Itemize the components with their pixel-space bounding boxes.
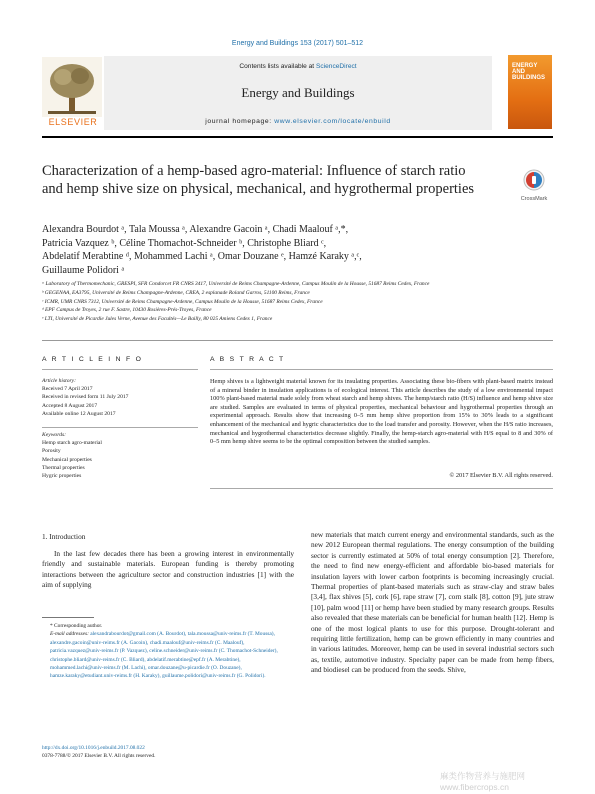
email-label: E-mail addresses: <box>50 631 89 638</box>
abstract-text: Hemp shives is a lightweight material known for its insulating properties. Associating these bio-fibers with plant-based matrix instead of a mineral binder in insulation applications is of ecological interest. This article describes the study of a low environmental impact 100% plant-based material made solely from wheat starch and hemp shives. The hemp/starch ratio (H/S) influence and hemp shive size are studied. Samples are evaluated in terms of physical properties, mechanical behaviour and hygrothermal properties through an experimental approach. Results show that increasing 0–5 mm hemp shive proportion from 15% to 30% leads to a significant enhancement of the mechanical and hygric characteristics due to the load transfer and porosity. However, when the H/S ratio increases, mechanical and hygrothermal characteristics decrease slightly. Finally, the hemp-starch agro-material with H/S equal to 8 and 30% of 0–5 mm hemp shive seems to be the optimal composition between the studied samples. <box>210 378 553 446</box>
section-heading-introduction: 1. Introduction <box>42 532 86 541</box>
keyword: Thermal properties <box>42 464 85 471</box>
abstract-bottom-rule <box>210 488 553 489</box>
author-list <box>42 223 512 277</box>
body-column-left <box>42 549 294 591</box>
contents-line <box>104 63 492 70</box>
doi-block <box>42 744 294 761</box>
body-column-right <box>311 530 554 676</box>
affiliation-c: ᶜ ICMR, UMR CNRS 7312, Université de Reims Champagne-Ardenne, Campus Moulin de la Housse, 51687 Reims Cedex, France <box>42 298 323 305</box>
affiliations <box>42 280 512 324</box>
keywords-block <box>42 431 202 480</box>
cover-title: ENERGY AND BUILDINGS <box>512 63 545 81</box>
homepage-prefix: journal homepage: <box>205 118 275 125</box>
authors-line-3[interactable]: Abdelatif Merabtine ᵈ, Mohammed Lachi ᵃ, Omar Douzane ᵉ, Hamzé Karaky ᵃ,ᶜ, <box>42 251 362 262</box>
elsevier-tree-logo <box>42 57 102 117</box>
intro-paragraph-1: In the last few decades there has been a growing interest in environmentally friendly and sustainable materials. European funding is thereby promoting interactions between the agriculture sector and construction industries [1] with the aim of supplying <box>42 549 294 590</box>
keyword: Hemp starch agro-material <box>42 440 102 447</box>
article-info-heading: A R T I C L E I N F O <box>42 356 143 363</box>
keyword: Mechanical properties <box>42 456 92 463</box>
keyword: Porosity <box>42 448 61 455</box>
intro-paragraph-2: new materials that match current energy and environmental standards, such as the new 2012 European thermal regulations. The energy consumption of the building sector is currently estimated at 50% of total energy consumption [2]. Therefore, the need to find new energy-efficient and affordable bio-based materials for insulation layers with lower carbon footprints is becoming increasingly crucial. Thermal properties of plant-based materials such as straw-clay and straw bales [3,4], flax shives [5], cork [6], rape straw [7], corn stalk [8], cotton [9], jute straw [10], palm wood [11] or hemp have been studied by many research groups. Results also revealed that these materials can be beneficial for human health [12]. Hemp is one of the most logical plants to use for this purpose. Drought-tolerant and requiring little fertilization, hemp can be grown efficiently in many countries and in various latitudes. Moreover, hemp can be used in several industrial sectors such as, textile, automotive industry. Specialty paper can be made from hemp fibers, and biodiesel can be produced from the seeds. Shive, <box>311 530 554 675</box>
affiliation-a: ᵃ Laboratory of Thermomechanic, GRESPI, SFR Condorcet FR CNRS 3417, Université de Reims Champagne-Ardenne, Campus Moulin de la Housse, 51687 Reims Cedex, France <box>42 281 430 287</box>
keywords-label: Keywords: <box>42 432 67 438</box>
issn-line: 0378-7788/© 2017 Elsevier B.V. All rights reserved. <box>42 753 156 760</box>
journal-title: Energy and Buildings <box>241 85 355 100</box>
online-date: Available online 12 August 2017 <box>42 410 116 417</box>
section-rule <box>42 340 553 341</box>
affiliation-b: ᵇ GEGENAA, EA3795, Université de Reims Champagne-Ardenne, CREA, 2 esplanade Roland Garros, 51100 Reims, France <box>42 289 310 296</box>
email-addresses[interactable]: alexandrabourdot@gmail.com (A. Bourdot), tala.moussa@univ-reims.fr (T. Moussa), alexandre.gacoin@univ-reims.fr (A. Gacoin), chadi.maalouf@univ-reims.fr (C. Maalouf), patricia.vazquez@univ-reims.fr (P. Vazquez), celine.schneider@univ-reims.fr (C. Thomachot-Schneider), christophe.bliard@univ-reims.fr (C. Bliard), abdelatif.merabtine@epf.fr (A. Merabtine), mohammed.lachi@univ-reims.fr (M. Lachi), omar.douzane@u-picardie.fr (O. Douzane), hamze.karaky@etudiant.univ-reims.fr (H. Karaky), guillaume.polidori@univ-reims.fr (G. Polidori). <box>50 631 278 680</box>
crossmark-label: CrossMark <box>520 196 548 202</box>
affiliation-e: ᵉ LTI, Université de Picardie Jules Verne, Avenue des Facultés—Le Bailly, 80 025 Amiens Cedex 1, France <box>42 316 273 323</box>
crossmark-icon <box>523 169 545 191</box>
authors-line-1[interactable]: Alexandra Bourdot ᵃ, Tala Moussa ᵃ, Alexandre Gacoin ᵃ, Chadi Maalouf ᵃ,*, <box>42 224 349 235</box>
authors-line-2[interactable]: Patricia Vazquez ᵇ, Céline Thomachot-Schneider ᵇ, Christophe Bliard ᶜ, <box>42 237 327 249</box>
footnote-rule <box>42 617 94 618</box>
abstract-heading: A B S T R A C T <box>210 356 285 363</box>
revised-date: Received in revised form 11 July 2017 <box>42 394 129 401</box>
keywords-rule <box>42 427 198 428</box>
article-info-rule <box>42 369 198 370</box>
abstract-copyright: © 2017 Elsevier B.V. All rights reserved. <box>449 472 553 479</box>
history-label: Article history: <box>42 378 77 384</box>
doi-link[interactable]: http://dx.doi.org/10.1016/j.enbuild.2017.08.022 <box>42 745 145 751</box>
accepted-date: Accepted 8 August 2017 <box>42 402 98 409</box>
header-rule <box>42 136 553 138</box>
sciencedirect-link[interactable]: ScienceDirect <box>315 63 357 70</box>
crossmark-badge[interactable] <box>509 169 559 202</box>
journal-reference[interactable]: Energy and Buildings 153 (2017) 501–512 <box>231 40 364 47</box>
authors-line-4[interactable]: Guillaume Polidori ᵃ <box>42 264 125 276</box>
article-history <box>42 377 202 418</box>
site-watermark: 麻类作物营养与施肥网 www.fibercrops.cn <box>440 771 526 792</box>
abstract-rule <box>210 369 553 370</box>
contents-prefix: Contents lists available at <box>239 63 316 70</box>
journal-homepage <box>104 118 492 125</box>
keyword: Hygric properties <box>42 473 82 480</box>
homepage-link[interactable]: www.elsevier.com/locate/enbuild <box>274 118 391 125</box>
journal-cover-image <box>508 55 552 129</box>
received-date: Received 7 April 2017 <box>42 386 93 393</box>
affiliation-d: ᵈ EPF Campus de Troyes, 2 rue F. Sastre, 10430 Rosières-Prés-Troyes, France <box>42 307 212 314</box>
elsevier-wordmark: ELSEVIER <box>48 117 98 127</box>
corresponding-author-note: * Corresponding author. <box>50 623 103 629</box>
article-title: Characterization of a hemp-based agro-material: Influence of starch ratio and hemp shive size on physical, mechanical, and hygrothermal properties <box>42 163 475 197</box>
footnotes <box>42 622 294 681</box>
